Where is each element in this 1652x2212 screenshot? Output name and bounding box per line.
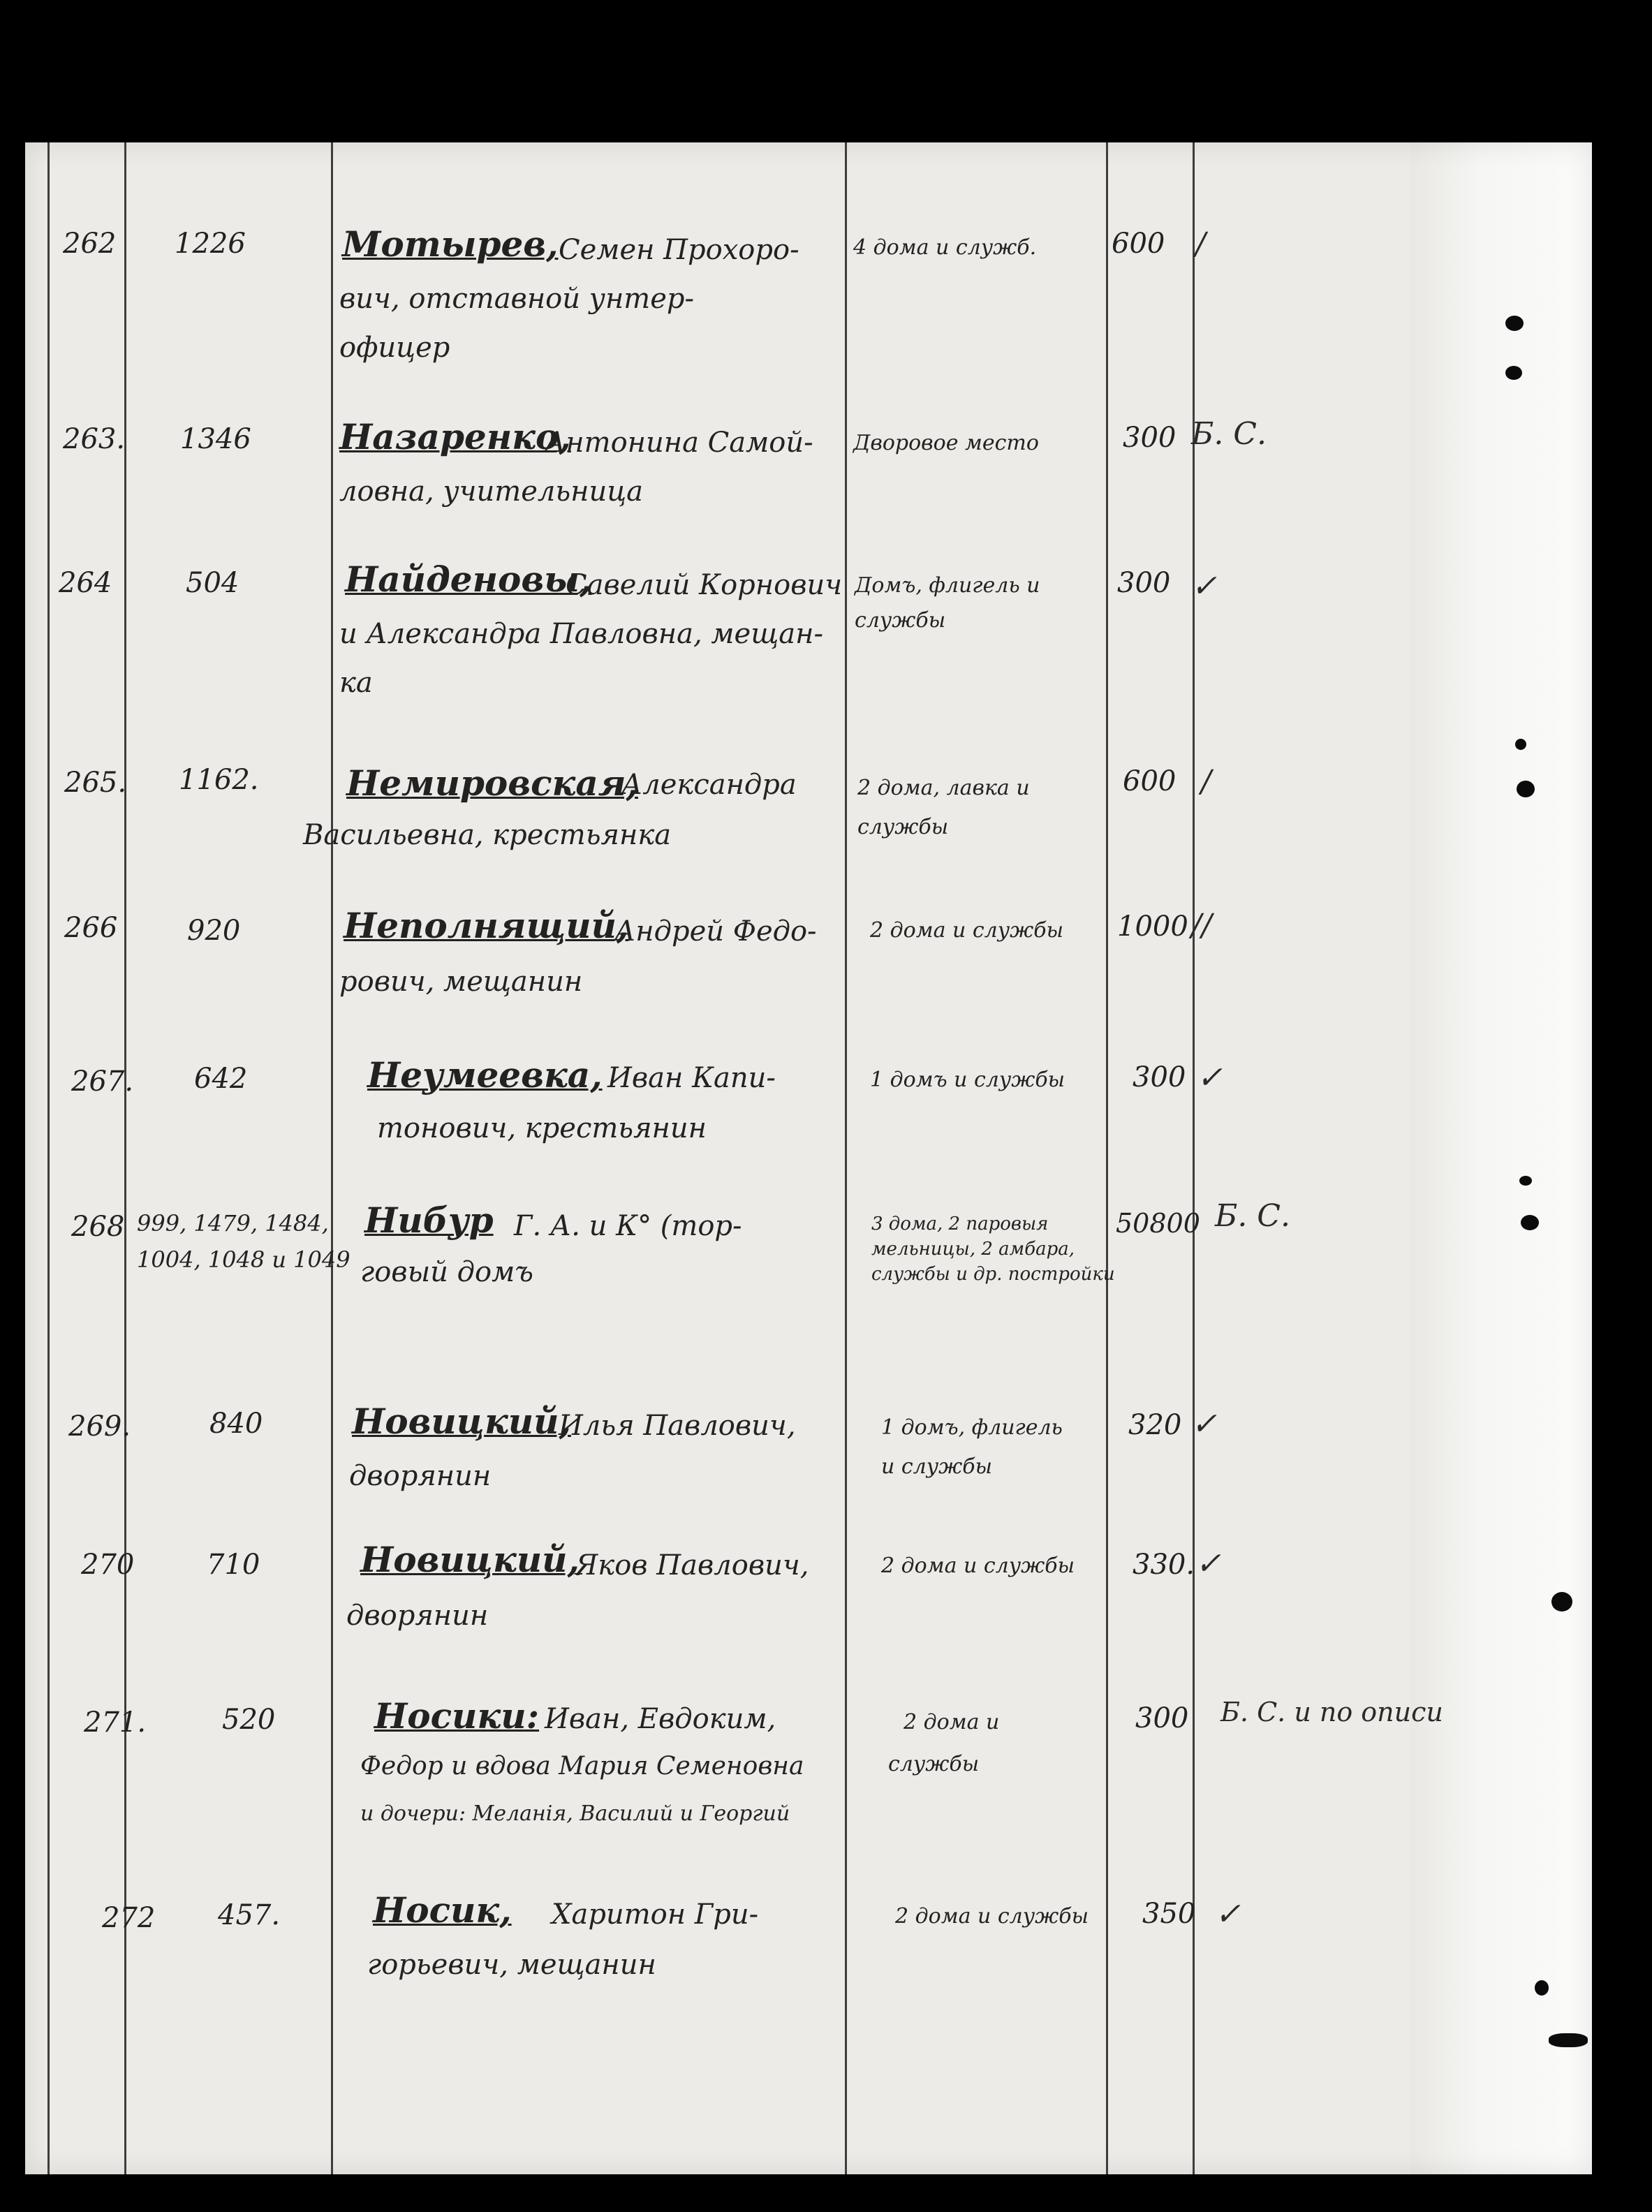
owner-line: горьевич, мещанин <box>367 1949 656 1981</box>
owner-line: Г. А. и К° (тор- <box>514 1210 742 1242</box>
owner-surname: Мотырев, <box>342 223 559 265</box>
property-line: службы <box>857 815 949 839</box>
property-line: 1 домъ и службы <box>870 1068 1065 1092</box>
owner-line: Савелий Корнович <box>566 569 843 601</box>
property-line: 2 дома и службы <box>881 1554 1075 1578</box>
valuation: 320 <box>1128 1409 1182 1441</box>
lot-number: 457. <box>218 1899 281 1931</box>
ink-spot <box>1515 739 1526 750</box>
owner-line: говый домъ <box>360 1256 533 1288</box>
valuation: 1000 <box>1117 910 1188 943</box>
property-line: 2 дома, лавка и <box>857 776 1030 800</box>
owner-line: Антонина Самой- <box>545 427 813 459</box>
entry-number: 269. <box>68 1410 131 1443</box>
owner-surname: Назаренко, <box>339 416 571 457</box>
page-right-margin <box>1410 142 1592 2174</box>
margin-mark: / <box>1195 226 1206 262</box>
property-line: 2 дома и <box>904 1710 1000 1734</box>
property-line: службы и др. постройки <box>871 1264 1115 1285</box>
property-line: 2 дома и службы <box>870 918 1064 943</box>
owner-surname: Новицкий, <box>360 1539 580 1580</box>
column-rule <box>1106 142 1108 2174</box>
owner-line: ловна, учительница <box>339 475 644 508</box>
owner-surname: Немировская, <box>346 762 638 804</box>
entry-number: 270 <box>81 1549 135 1581</box>
entry-number: 272 <box>102 1902 156 1934</box>
ink-spot <box>1505 316 1524 331</box>
owner-line: и Александра Павловна, мещан- <box>339 618 823 650</box>
ink-spot <box>1521 1215 1539 1230</box>
lot-number: 710 <box>207 1549 260 1581</box>
lot-number: 1004, 1048 и 1049 <box>137 1246 351 1273</box>
valuation: 300 <box>1133 1061 1186 1093</box>
column-rule <box>331 142 333 2174</box>
entry-number: 262 <box>63 228 117 260</box>
entry-number: 264 <box>59 567 112 599</box>
property-line: службы <box>888 1752 980 1776</box>
owner-line: тонович, крестьянин <box>377 1112 707 1144</box>
lot-number: 840 <box>209 1408 263 1440</box>
valuation: 600 <box>1112 228 1165 260</box>
column-rule <box>47 142 50 2174</box>
lot-number: 520 <box>222 1704 276 1736</box>
owner-surname: Новицкий, <box>352 1401 571 1442</box>
margin-mark: / <box>1201 764 1211 799</box>
owner-line: ка <box>339 667 373 699</box>
entry-number: 266 <box>64 912 118 944</box>
ink-spot <box>1517 781 1535 797</box>
valuation: 350 <box>1142 1898 1196 1930</box>
margin-mark: ✓ <box>1191 568 1217 604</box>
owner-line: вич, отставной унтер- <box>339 283 695 315</box>
lot-number: 999, 1479, 1484, <box>137 1210 329 1237</box>
entry-number: 267. <box>71 1066 134 1098</box>
property-line: мельницы, 2 амбара, <box>871 1239 1075 1260</box>
entry-number: 268 <box>71 1211 125 1243</box>
property-line: 4 дома и служб. <box>853 235 1037 260</box>
margin-mark: // <box>1191 908 1212 943</box>
lot-number: 1226 <box>175 228 246 260</box>
owner-line: и дочери: Меланія, Василий и Георгий <box>360 1801 790 1826</box>
owner-line: дворянин <box>346 1600 489 1632</box>
valuation: 300 <box>1135 1702 1189 1734</box>
owner-line: Семен Прохоро- <box>559 234 799 266</box>
lot-number: 1162. <box>179 764 259 796</box>
owner-line: Андрей Федо- <box>614 915 817 948</box>
lot-number: 504 <box>186 567 239 599</box>
margin-mark: Б. С. <box>1215 1198 1290 1234</box>
property-line: и службы <box>881 1454 993 1479</box>
owner-surname: Нибур <box>364 1200 494 1241</box>
ink-spot <box>1519 1176 1532 1186</box>
margin-mark: Б. С. и по описи <box>1220 1697 1443 1727</box>
owner-line: Александра <box>621 769 797 801</box>
margin-mark: ✓ <box>1195 1546 1221 1581</box>
ink-spot <box>1551 1592 1572 1612</box>
owner-line: Иван Капи- <box>607 1062 776 1094</box>
margin-mark: ✓ <box>1191 1406 1217 1442</box>
owner-line: офицер <box>339 332 450 364</box>
entry-number: 271. <box>84 1706 147 1739</box>
lot-number: 642 <box>194 1063 248 1095</box>
margin-mark: ✓ <box>1197 1060 1223 1096</box>
property-line: 1 домъ, флигель <box>881 1415 1063 1440</box>
lot-number: 920 <box>187 915 241 947</box>
owner-line: Федор и вдова Мария Семеновна <box>360 1752 804 1780</box>
owner-surname: Найденовы, <box>345 559 592 600</box>
owner-surname: Неумеевка, <box>367 1054 603 1096</box>
margin-mark: Б. С. <box>1191 416 1267 452</box>
entry-number: 265. <box>64 767 127 799</box>
owner-line: Яков Павлович, <box>575 1549 809 1581</box>
valuation: 330. <box>1133 1549 1195 1581</box>
ink-spot <box>1535 1980 1549 1996</box>
property-line: 2 дома и службы <box>895 1904 1089 1929</box>
ink-spot <box>1549 2033 1588 2047</box>
owner-line: дворянин <box>349 1460 492 1492</box>
owner-line: Харитон Гри- <box>552 1898 759 1931</box>
margin-mark: ✓ <box>1215 1896 1241 1932</box>
owner-line: рович, мещанин <box>339 966 583 998</box>
owner-line: Иван, Евдоким, <box>545 1703 776 1735</box>
owner-line: Илья Павлович, <box>559 1410 796 1442</box>
property-line: 3 дома, 2 паровыя <box>871 1214 1049 1234</box>
valuation: 600 <box>1123 765 1177 797</box>
owner-surname: Носик, <box>373 1889 512 1931</box>
property-line: службы <box>855 608 946 633</box>
property-line: Дворовое место <box>853 431 1039 455</box>
valuation: 300 <box>1117 567 1171 599</box>
entry-number: 263. <box>63 423 126 455</box>
owner-surname: Неполнящий, <box>344 905 629 946</box>
owner-surname: Носики: <box>374 1695 540 1737</box>
owner-line: Васильевна, крестьянка <box>303 819 672 851</box>
property-line: Домъ, флигель и <box>855 573 1040 598</box>
column-rule <box>845 142 847 2174</box>
lot-number: 1346 <box>180 423 251 455</box>
valuation: 50800 <box>1116 1208 1200 1239</box>
valuation: 300 <box>1123 422 1177 454</box>
ink-spot <box>1505 366 1522 380</box>
